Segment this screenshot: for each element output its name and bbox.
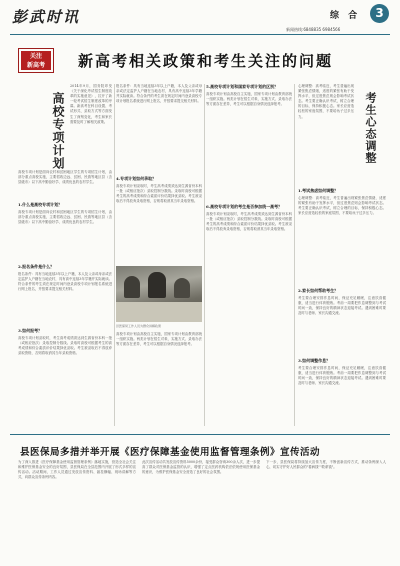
photo-person: [148, 272, 166, 298]
subhead-q4: 4.专项计划如何录取？: [116, 176, 157, 181]
masthead: [0, 0, 400, 36]
bottom-text-b: 此次宣传活动共发放宣传资料5000余份，接受群众咨询300余人次，进一步提高了群众对医保基金监管的认识，增强了定点医药机构依法依规使用医保基金的意识，为维护医保基金安全营造了良好的社会氛围。: [142, 460, 260, 475]
publication-info: 新闻热线:6848835 6984566: [286, 27, 341, 32]
subhead-q5: 5.高校专项计划和国家专项计划的区别？: [206, 84, 279, 89]
masthead-rule: [10, 34, 390, 35]
subhead-q1: 1.什么是高校专项计划？: [18, 202, 63, 207]
subhead-q3: 3.如何报考？: [18, 328, 43, 333]
column-divider: [294, 84, 295, 426]
left-section-title: 高校专项计划: [51, 92, 65, 170]
intro-text-b: 高校专项计划是面向农村和贫困地区学生的专项招生计划，由部分重点高校实施，主要招收边远、贫困、民族等地区县（含县级市）以下高中勤奋好学、成绩优良的农村学生。: [18, 170, 112, 185]
feature-tag: [18, 48, 54, 73]
newspaper-logo: 彭武时讯: [12, 8, 81, 26]
bottom-text-c: 下一步，县医保局将持续加大宣传力度，不断创新宣传方式，推动条例深入人心，切实守护好人民群众的"看病钱""救命钱"。: [266, 460, 386, 470]
col1-text-c: 高校专项计划录取时，考生高考成绩须达到生源省份本科一批（或相应批次）录取控制分数线。录取时高校可根据考生的高考成绩和综合素质评价结果择优录取。考生被录取后不得放弃录取资格，否则将取消其当年录取资格。: [18, 336, 112, 356]
feature-tag-line2: 新高考: [26, 62, 45, 69]
col3-text: 高校专项计划由高校自主实施，国家专项计划由教育部统一组织实施。两类计划在招生对象、实施方式、录取办法等方面存在差异，考生可以根据自身情况选择报考。: [206, 92, 292, 107]
col2-text-b: 高校专项计划录取时，考生高考成绩须达到生源省份本科一批（或相应批次）录取控制分数线。录取时高校可根据考生的高考成绩和综合素质评价结果择优录取。考生被录取后不得放弃录取资格，否则将取消其当年录取资格。: [116, 184, 202, 204]
col4-text-b: 考生要合理安排作息时间，保证充足睡眠，注意饮食健康，适当进行体育锻炼。考前一周要把作息调整到与考试时间一致，保持良好的精神状态迎接考试。遇到困难时要及时与老师、家长沟通交流。: [298, 296, 386, 316]
subhead-q2: 2.报名条件是什么？: [18, 264, 55, 269]
col1-text: 高校专项计划是面向农村和贫困地区学生的专项招生计划，由部分重点高校实施，主要招收边远、贫困、民族等地区县（含县级市）以下高中勤奋好学、成绩优良的农村学生。: [18, 210, 112, 225]
subhead-q8: 2.家长如何帮助考生？: [298, 288, 339, 293]
subhead-q9: 3.如何调整作息？: [298, 358, 331, 363]
photo-person: [174, 278, 190, 298]
right-section-title: 考生心态调整: [364, 92, 377, 164]
photo-caption: 县医保局工作人员为群众讲解政策: [116, 324, 162, 328]
photo-person: [124, 276, 140, 298]
section-label: 综 合: [330, 11, 361, 21]
photo-desk: [116, 302, 202, 322]
feature-headline: 新高考相关政策和考生关注的问题: [78, 52, 334, 70]
col4-text: 心理调整：高考临近，考生普遍出现紧张焦虑情绪，适度的紧张有助于发挥水平，但过度焦虑则会影响考试状态。考生要正确认识考试，树立合理的目标，保持积极心态。家长应营造轻松的家庭氛围，不要给孩子过多压力。: [298, 196, 386, 216]
intro-text-a: 2014年9月，国务院印发《关于深化考试招生制度改革的实施意见》，拉开了新一轮考试招生制度改革的序幕。新高考在科目设置、考试形式、录取方式等方面发生了深刻变化，考生和家长需要及时了解相关政策。: [70, 84, 112, 124]
column-divider: [114, 84, 115, 426]
subhead-q6: 6.高校专项计划的考生是否参加统一高考？: [206, 204, 283, 209]
col4-intro: 心理调整：高考临近，考生普遍出现紧张焦虑情绪，适度的紧张有助于发挥水平，但过度焦虑则会影响考试状态。考生要正确认识考试，树立合理的目标，保持积极心态。家长应营造轻松的家庭氛围，不要给孩子过多压力。: [298, 84, 354, 119]
column-divider: [204, 84, 205, 426]
col2-text-c: 高校专项计划由高校自主实施，国家专项计划由教育部统一组织实施。两类计划在招生对象、实施方式、录取办法等方面存在差异，考生可以根据自身情况选择报考。: [116, 332, 202, 347]
col2-text: 报名条件：具有当地连续3年以上户籍，本人及父亲或母亲或法定监护人户籍在当地农村，具有高中连续3年学籍并实际就读。符合条件的考生须在规定时间内登录高校专项计划报名系统进行网上报名，并按要求提交相关材料。: [116, 84, 202, 104]
bottom-text-a: 为了深入推进《医疗保障基金使用监督管理条例》落地实施，营造全社会关注和维护医保基金安全的良好氛围，县医保局在全县范围内开展了形式多样的宣传活动。活动期间，工作人员通过发放宣传资料、悬挂横幅、现场讲解等方式，向群众宣传条例内容。: [18, 460, 136, 480]
feature-tag-badge: [21, 51, 51, 70]
news-photo: [116, 266, 202, 322]
col4-text-c: 考生要合理安排作息时间，保证充足睡眠，注意饮食健康，适当进行体育锻炼。考前一周要把作息调整到与考试时间一致，保持良好的精神状态迎接考试。遇到困难时要及时与老师、家长沟通交流。: [298, 366, 386, 386]
col3-text-b: 高校专项计划录取时，考生高考成绩须达到生源省份本科一批（或相应批次）录取控制分数线。录取时高校可根据考生的高考成绩和综合素质评价结果择优录取。考生被录取后不得放弃录取资格，否则将取消其当年录取资格。: [206, 212, 292, 232]
page-number: 3: [370, 4, 389, 23]
col1-text-b: 报名条件：具有当地连续3年以上户籍，本人及父亲或母亲或法定监护人户籍在当地农村，具有高中连续3年学籍并实际就读。符合条件的考生须在规定时间内登录高校专项计划报名系统进行网上报名，并按要求提交相关材料。: [18, 272, 112, 292]
section-divider: [10, 434, 390, 435]
feature-tag-line1: 关注: [29, 53, 42, 60]
subhead-q7: 1.考试焦虑如何调整？: [298, 188, 339, 193]
bottom-headline: 县医保局多措并举开展《医疗保障基金使用监督管理条例》宣传活动: [20, 447, 321, 458]
